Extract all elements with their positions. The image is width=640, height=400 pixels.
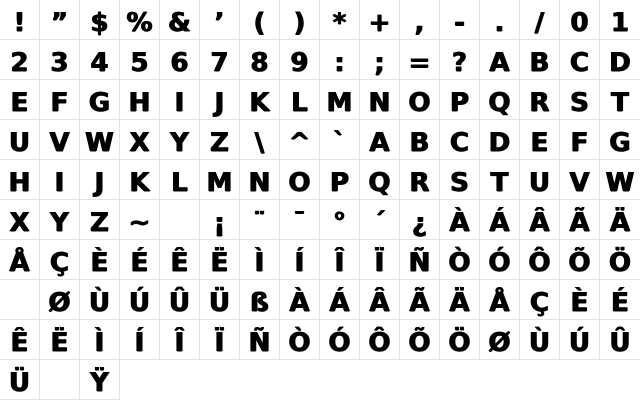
glyph: Ü <box>8 368 31 398</box>
glyph: ^ <box>288 128 311 158</box>
glyph-cell[interactable] <box>160 80 200 120</box>
glyph-cell[interactable] <box>80 200 120 240</box>
glyph: - <box>454 8 465 38</box>
glyph: H <box>128 88 151 118</box>
glyph-cell[interactable] <box>80 80 120 120</box>
glyph: ¡ <box>213 208 226 238</box>
glyph: D <box>488 128 511 158</box>
glyph-cell[interactable] <box>400 240 440 280</box>
glyph-cell[interactable] <box>480 40 520 80</box>
glyph: À <box>449 208 470 238</box>
glyph-cell[interactable] <box>240 0 280 40</box>
glyph: U <box>528 168 551 198</box>
glyph-cell[interactable] <box>440 80 480 120</box>
glyph-cell[interactable] <box>0 120 40 160</box>
glyph: K <box>249 88 270 118</box>
glyph: Ä <box>609 208 631 238</box>
glyph: O <box>408 88 431 118</box>
glyph-cell[interactable] <box>560 320 600 360</box>
glyph-cell[interactable] <box>520 160 560 200</box>
glyph: Ÿ <box>90 368 109 398</box>
glyph-cell[interactable] <box>40 40 80 80</box>
glyph-cell[interactable] <box>80 280 120 320</box>
glyph: J <box>94 168 105 198</box>
glyph-cell[interactable] <box>280 40 320 80</box>
glyph: = <box>408 48 431 78</box>
glyph-cell[interactable] <box>600 120 640 160</box>
glyph-cell[interactable] <box>120 40 160 80</box>
glyph: Ï <box>214 328 225 358</box>
glyph-cell[interactable] <box>200 320 240 360</box>
glyph: B <box>529 48 550 78</box>
glyph-cell[interactable] <box>240 160 280 200</box>
glyph-cell[interactable] <box>480 0 520 40</box>
glyph-cell[interactable] <box>600 160 640 200</box>
glyph-cell[interactable] <box>200 0 240 40</box>
glyph: 0 <box>570 8 589 38</box>
glyph: Ü <box>208 288 231 318</box>
glyph-cell[interactable] <box>520 240 560 280</box>
glyph-cell[interactable] <box>440 280 480 320</box>
glyph-cell[interactable] <box>160 320 200 360</box>
glyph-cell[interactable] <box>240 280 280 320</box>
glyph: Ä <box>449 288 470 318</box>
glyph-cell[interactable] <box>200 200 240 240</box>
glyph: Ù <box>88 288 111 318</box>
glyph-cell[interactable] <box>520 80 560 120</box>
glyph-cell[interactable] <box>240 80 280 120</box>
glyph: E <box>530 128 549 158</box>
glyph: Ã <box>409 288 430 318</box>
glyph-cell-empty[interactable] <box>40 360 80 400</box>
glyph-cell[interactable] <box>160 280 200 320</box>
glyph: Ò <box>288 328 311 358</box>
glyph-cell[interactable] <box>200 280 240 320</box>
glyph-cell[interactable] <box>600 280 640 320</box>
glyph: ” <box>50 8 69 38</box>
glyph-cell[interactable] <box>480 160 520 200</box>
glyph: Ê <box>170 248 189 278</box>
glyph: Ö <box>448 328 471 358</box>
glyph-cell[interactable] <box>280 80 320 120</box>
glyph-cell[interactable] <box>400 40 440 80</box>
glyph-cell[interactable] <box>360 40 400 80</box>
glyph: Ì <box>254 248 265 278</box>
glyph: C <box>569 48 590 78</box>
glyph-cell[interactable] <box>320 280 360 320</box>
glyph-cell[interactable] <box>280 160 320 200</box>
glyph-cell[interactable] <box>80 320 120 360</box>
glyph-cell[interactable] <box>560 160 600 200</box>
glyph: E <box>10 88 29 118</box>
glyph: : <box>334 48 345 78</box>
glyph-cell[interactable] <box>400 80 440 120</box>
glyph-cell[interactable] <box>120 240 160 280</box>
glyph: G <box>88 88 111 118</box>
glyph-cell[interactable] <box>200 160 240 200</box>
glyph-cell[interactable] <box>560 120 600 160</box>
glyph-cell[interactable] <box>520 200 560 240</box>
glyph-cell[interactable] <box>400 280 440 320</box>
glyph: M <box>206 168 233 198</box>
glyph-cell[interactable] <box>0 360 40 400</box>
glyph: O <box>288 168 311 198</box>
glyph-cell[interactable] <box>400 120 440 160</box>
glyph-cell[interactable] <box>80 120 120 160</box>
glyph-cell[interactable] <box>440 0 480 40</box>
glyph: Û <box>168 288 191 318</box>
glyph: Ú <box>568 328 591 358</box>
glyph-cell[interactable] <box>320 160 360 200</box>
glyph-cell[interactable] <box>240 240 280 280</box>
glyph-cell[interactable] <box>40 280 80 320</box>
glyph: C <box>449 128 470 158</box>
glyph-cell[interactable] <box>440 200 480 240</box>
glyph: ` <box>333 128 346 158</box>
glyph: I <box>174 88 185 118</box>
glyph: Ê <box>10 328 29 358</box>
glyph: Á <box>489 208 510 238</box>
glyph: ´ <box>373 208 386 238</box>
glyph-cell[interactable] <box>120 120 160 160</box>
glyph: / <box>534 8 545 38</box>
glyph-cell[interactable] <box>280 280 320 320</box>
glyph: $ <box>90 8 109 38</box>
glyph-cell[interactable] <box>0 240 40 280</box>
glyph-cell[interactable] <box>40 0 80 40</box>
glyph: Ï <box>374 248 385 278</box>
glyph: A <box>369 128 390 158</box>
glyph: U <box>8 128 31 158</box>
glyph: N <box>248 168 271 198</box>
glyph-cell[interactable] <box>280 120 320 160</box>
glyph: 6 <box>170 48 189 78</box>
glyph-cell[interactable] <box>520 320 560 360</box>
glyph: X <box>9 208 30 238</box>
glyph-cell[interactable] <box>320 320 360 360</box>
glyph-cell[interactable] <box>440 40 480 80</box>
glyph: Â <box>369 288 390 318</box>
glyph-cell[interactable] <box>320 40 360 80</box>
glyph-cell[interactable] <box>600 320 640 360</box>
glyph: È <box>90 248 109 278</box>
glyph: Ì <box>94 328 105 358</box>
glyph-cell[interactable] <box>440 240 480 280</box>
glyph-cell[interactable] <box>0 200 40 240</box>
glyph: ¨ <box>253 208 266 238</box>
glyph: ? <box>451 48 468 78</box>
glyph-cell[interactable] <box>40 240 80 280</box>
glyph-cell[interactable] <box>120 320 160 360</box>
glyph-cell[interactable] <box>320 120 360 160</box>
glyph-cell[interactable] <box>560 240 600 280</box>
glyph: Ó <box>488 248 511 278</box>
glyph-cell[interactable] <box>520 0 560 40</box>
glyph-cell[interactable] <box>40 120 80 160</box>
glyph: 7 <box>210 48 229 78</box>
glyph-cell[interactable] <box>440 120 480 160</box>
glyph: ( <box>253 8 266 38</box>
glyph: T <box>611 88 629 118</box>
glyph-cell[interactable] <box>560 0 600 40</box>
glyph: Ç <box>529 288 550 318</box>
glyph-cell[interactable] <box>560 80 600 120</box>
glyph-cell[interactable] <box>80 240 120 280</box>
glyph: 5 <box>130 48 149 78</box>
glyph-cell[interactable] <box>160 120 200 160</box>
glyph: 9 <box>290 48 309 78</box>
glyph-cell[interactable] <box>480 120 520 160</box>
glyph-cell[interactable] <box>520 280 560 320</box>
glyph: P <box>449 88 470 118</box>
glyph-cell[interactable] <box>360 160 400 200</box>
glyph: W <box>85 128 114 158</box>
glyph: Û <box>609 328 631 358</box>
glyph-cell[interactable] <box>480 320 520 360</box>
glyph-cell[interactable] <box>440 160 480 200</box>
glyph: . <box>494 8 505 38</box>
glyph: F <box>570 128 589 158</box>
glyph-cell[interactable] <box>400 200 440 240</box>
glyph-cell[interactable] <box>600 80 640 120</box>
glyph: T <box>490 168 509 198</box>
glyph-cell[interactable] <box>600 240 640 280</box>
glyph-cell[interactable] <box>360 240 400 280</box>
glyph-cell[interactable] <box>520 40 560 80</box>
glyph: K <box>129 168 150 198</box>
glyph: D <box>609 48 631 78</box>
glyph-cell[interactable] <box>240 320 280 360</box>
glyph-cell[interactable] <box>400 320 440 360</box>
glyph: G <box>609 128 631 158</box>
glyph: ° <box>333 208 346 238</box>
glyph-cell[interactable] <box>360 320 400 360</box>
glyph: V <box>569 168 590 198</box>
glyph-cell[interactable] <box>560 200 600 240</box>
glyph-cell[interactable] <box>320 80 360 120</box>
glyph: I <box>54 168 65 198</box>
glyph: N <box>368 88 391 118</box>
glyph: Î <box>334 248 345 278</box>
glyph: È <box>570 288 589 318</box>
glyph-cell[interactable] <box>160 40 200 80</box>
glyph-cell[interactable] <box>320 200 360 240</box>
glyph-cell[interactable] <box>200 120 240 160</box>
glyph: Q <box>488 88 511 118</box>
glyph: ß <box>250 288 269 318</box>
glyph: Ó <box>328 328 351 358</box>
glyph: + <box>368 8 391 38</box>
glyph: P <box>329 168 350 198</box>
glyph-cell[interactable] <box>400 160 440 200</box>
glyph-cell[interactable] <box>280 0 320 40</box>
glyph: Z <box>90 208 109 238</box>
glyph-cell[interactable] <box>160 160 200 200</box>
glyph: 2 <box>10 48 29 78</box>
glyph: R <box>529 88 550 118</box>
glyph-cell[interactable] <box>360 120 400 160</box>
glyph-cell[interactable] <box>40 80 80 120</box>
glyph: ’ <box>214 8 225 38</box>
glyph: ) <box>293 8 306 38</box>
glyph: Ò <box>448 248 471 278</box>
glyph-cell[interactable] <box>120 160 160 200</box>
glyph-cell[interactable] <box>480 80 520 120</box>
glyph: Y <box>50 208 69 238</box>
glyph: ¿ <box>411 208 428 238</box>
glyph: W <box>605 168 635 198</box>
glyph: & <box>168 8 191 38</box>
glyph: Å <box>489 288 510 318</box>
glyph-cell[interactable] <box>0 40 40 80</box>
glyph: L <box>291 88 308 118</box>
glyph: Ë <box>50 328 69 358</box>
glyph: \ <box>254 128 265 158</box>
glyph: Á <box>329 288 350 318</box>
glyph: V <box>49 128 70 158</box>
glyph-cell[interactable] <box>280 240 320 280</box>
glyph-cell[interactable] <box>120 0 160 40</box>
glyph-cell[interactable] <box>40 200 80 240</box>
glyph: * <box>332 8 347 38</box>
glyph: Ô <box>528 248 551 278</box>
glyph-cell[interactable] <box>560 40 600 80</box>
glyph: 8 <box>250 48 269 78</box>
glyph-cell[interactable] <box>120 80 160 120</box>
glyph: 4 <box>90 48 109 78</box>
glyph: Õ <box>568 248 591 278</box>
glyph: À <box>289 288 310 318</box>
glyph: , <box>414 8 425 38</box>
glyph: J <box>214 88 225 118</box>
glyph: H <box>8 168 31 198</box>
glyph-cell[interactable] <box>40 320 80 360</box>
glyph: Q <box>368 168 391 198</box>
glyph: Z <box>210 128 229 158</box>
glyph: ! <box>13 8 26 38</box>
glyph: F <box>50 88 69 118</box>
glyph-cell[interactable] <box>160 240 200 280</box>
glyph: R <box>409 168 430 198</box>
glyph-cell-empty[interactable] <box>0 280 40 320</box>
glyph-cell[interactable] <box>480 280 520 320</box>
glyph-cell[interactable] <box>600 40 640 80</box>
glyph-cell[interactable] <box>320 0 360 40</box>
glyph: ; <box>374 48 385 78</box>
glyph-cell[interactable] <box>80 360 120 400</box>
glyph: Õ <box>408 328 431 358</box>
glyph: 1 <box>610 8 630 38</box>
glyph-cell[interactable] <box>360 200 400 240</box>
glyph-cell[interactable] <box>200 240 240 280</box>
glyph: S <box>570 88 589 118</box>
glyph: L <box>171 168 188 198</box>
glyph: S <box>450 168 469 198</box>
glyph-cell-empty[interactable] <box>160 200 200 240</box>
glyph: Ç <box>49 248 70 278</box>
glyph-cell[interactable] <box>600 0 640 40</box>
glyph: Ñ <box>408 248 431 278</box>
glyph: Í <box>134 328 145 358</box>
glyph-cell[interactable] <box>0 0 40 40</box>
grid-empty-area <box>120 360 640 400</box>
glyph: Í <box>294 248 305 278</box>
glyph: Y <box>170 128 189 158</box>
glyph-cell[interactable] <box>480 240 520 280</box>
glyph: % <box>126 8 153 38</box>
glyph-cell[interactable] <box>240 40 280 80</box>
glyph: Â <box>529 208 550 238</box>
glyph: Ö <box>608 248 632 278</box>
glyph-cell[interactable] <box>80 0 120 40</box>
glyph-cell[interactable] <box>400 0 440 40</box>
glyph: A <box>489 48 510 78</box>
glyph-cell[interactable] <box>120 200 160 240</box>
glyph-cell[interactable] <box>320 240 360 280</box>
glyph-cell[interactable] <box>360 280 400 320</box>
glyph-cell[interactable] <box>360 0 400 40</box>
glyph-cell[interactable] <box>40 160 80 200</box>
glyph-cell[interactable] <box>0 160 40 200</box>
glyph-cell[interactable] <box>560 280 600 320</box>
glyph-cell[interactable] <box>520 120 560 160</box>
glyph-cell[interactable] <box>200 80 240 120</box>
glyph: É <box>130 248 149 278</box>
glyph-cell[interactable] <box>160 0 200 40</box>
glyph-cell[interactable] <box>240 120 280 160</box>
glyph: É <box>611 288 629 318</box>
glyph: ~ <box>128 208 151 238</box>
glyph: Ô <box>368 328 391 358</box>
glyph-cell[interactable] <box>360 80 400 120</box>
glyph-cell[interactable] <box>80 160 120 200</box>
glyph-cell[interactable] <box>80 40 120 80</box>
glyph-cell[interactable] <box>240 200 280 240</box>
glyph: Î <box>174 328 185 358</box>
glyph-cell[interactable] <box>280 200 320 240</box>
glyph: Ø <box>488 328 511 358</box>
glyph-cell[interactable] <box>280 320 320 360</box>
glyph-cell[interactable] <box>200 40 240 80</box>
glyph: Ù <box>528 328 551 358</box>
glyph-cell[interactable] <box>440 320 480 360</box>
glyph: Ú <box>128 288 151 318</box>
glyph: 3 <box>50 48 69 78</box>
glyph-cell[interactable] <box>600 200 640 240</box>
glyph: B <box>409 128 430 158</box>
glyph-cell[interactable] <box>120 280 160 320</box>
glyph-cell[interactable] <box>480 200 520 240</box>
glyph: Ø <box>48 288 71 318</box>
glyph: ¯ <box>293 208 306 238</box>
glyph: Ã <box>569 208 590 238</box>
glyph: X <box>129 128 150 158</box>
glyph: Ë <box>210 248 229 278</box>
glyph-cell[interactable] <box>0 80 40 120</box>
glyph: M <box>326 88 353 118</box>
glyph: Ñ <box>248 328 271 358</box>
glyph-cell[interactable] <box>0 320 40 360</box>
glyph: Å <box>9 248 30 278</box>
